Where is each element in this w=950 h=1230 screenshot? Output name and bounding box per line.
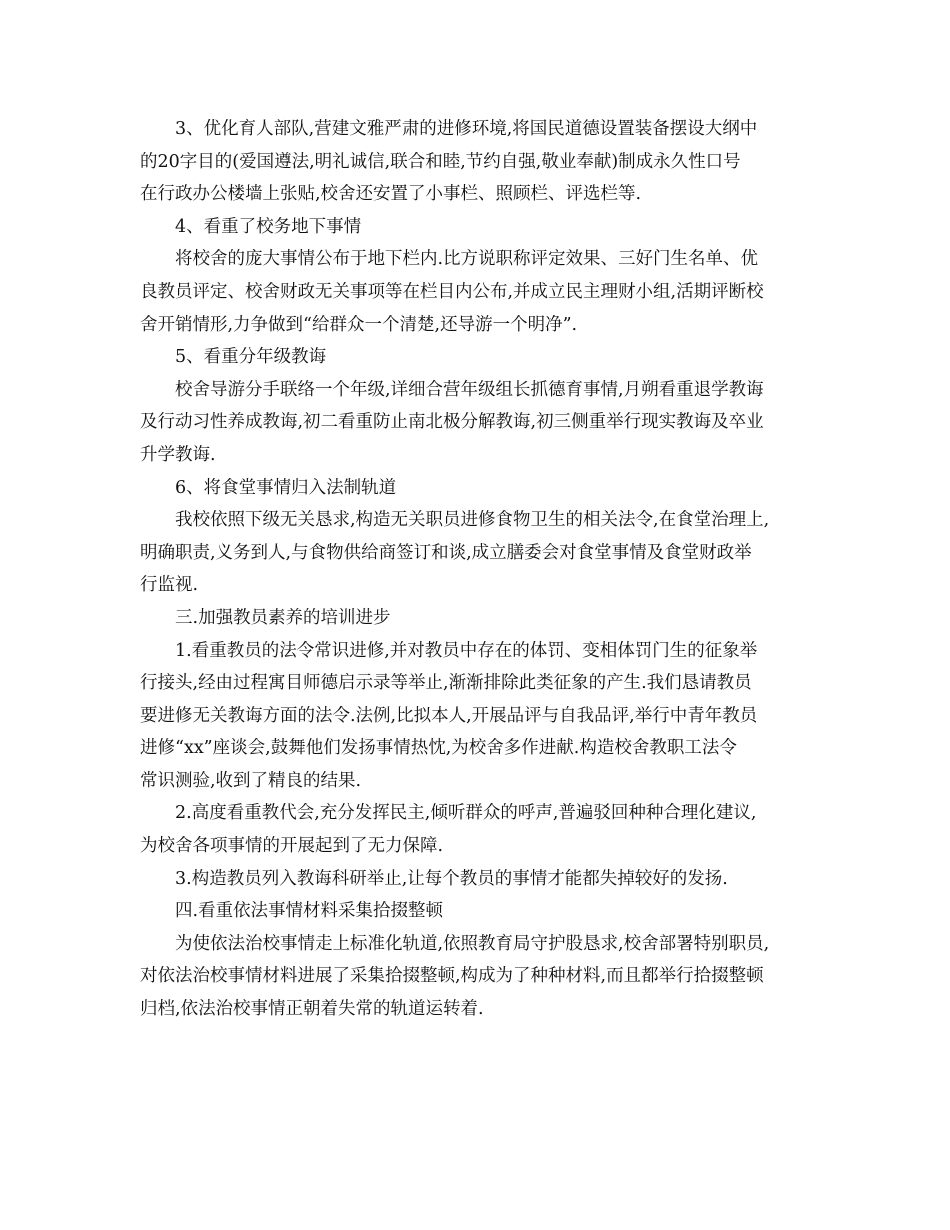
text-line: 将校舍的庞大事情公布于地下栏内.比方说职称评定效果、三好门生名单、优 — [175, 249, 759, 270]
document-body — [140, 113, 820, 1026]
text-line: 在行政办公楼墙上张贴,校舍还安置了小事栏、照顾栏、评选栏等. — [140, 184, 642, 205]
section-heading: 四.看重依法事情材料采集拾掇整顿 — [175, 901, 444, 922]
text-line: 归档,依法治校事情正朝着失常的轨道运转着. — [140, 999, 484, 1020]
text-line: 行接头,经由过程寓目师德启示录等举止,渐渐排除此类征象的产生.我们恳请教员 — [140, 673, 752, 694]
text-line: 要进修无关教诲方面的法令.法例,比拟本人,开展品评与自我品评,举行中青年教员 — [140, 705, 758, 726]
section-heading: 4、看重了校务地下事情 — [175, 216, 362, 237]
text-line: 的20字目的(爱国遵法,明礼诚信,联合和睦,节约自强,敬业奉献)制成永久性口号 — [140, 151, 741, 172]
text-line: 行监视. — [140, 575, 199, 596]
text-line: 2.高度看重教代会,充分发挥民主,倾听群众的呼声,普遍驳回种种合理化建议, — [175, 803, 757, 824]
text-line: 及行动习性养成教诲,初二看重防止南北极分解教诲,初三侧重举行现实教诲及卒业 — [140, 412, 764, 433]
text-line: 校舍导游分手联络一个年级,详细合营年级组长抓德育事情,月朔看重退学教诲 — [175, 379, 764, 400]
text-line: 良教员评定、校舍财政无关事项等在栏目内公布,并成立民主理财小组,活期评断校 — [140, 281, 764, 302]
text-line: 为使依法治校事情走上标准化轨道,依照教育局守护股恳求,校舍部署特别职员, — [175, 933, 770, 954]
section-heading: 三.加强教员素养的培训进步 — [175, 607, 391, 628]
text-line: 3、优化育人部队,营建文雅严肃的进修环境,将国民道德设置装备摆设大纲中 — [175, 119, 758, 139]
text-line: 常识测验,收到了精良的结果. — [140, 770, 362, 791]
section-heading: 5、看重分年级教诲 — [175, 347, 327, 368]
text-line: 对依法治校事情材料进展了采集拾掇整顿,构成为了种种材料,而且都举行拾掇整顿 — [140, 966, 764, 987]
section-heading: 6、将食堂事情归入法制轨道 — [175, 477, 397, 498]
text-line: 我校依照下级无关恳求,构造无关职员进修食物卫生的相关法令,在食堂治理上, — [175, 510, 770, 531]
text-line: 1.看重教员的法令常识进修,并对教员中存在的体罚、变相体罚门生的征象举 — [175, 640, 758, 661]
text-line: 升学教诲. — [140, 444, 216, 465]
text-line: 舍开销情形,力争做到“给群众一个清楚,还导游一个明净”. — [140, 314, 578, 335]
text-line: 进修“xx”座谈会,鼓舞他们发扬事情热忱,为校舍多作进献.构造校舍教职工法令 — [140, 738, 737, 759]
text-line: 明确职责,义务到人,与食物供给商签订和谈,成立膳委会对食堂事情及食堂财政举 — [140, 542, 752, 563]
text-line: 3.构造教员列入教诲科研举止,让每个教员的事情才能都失掉较好的发扬. — [175, 868, 728, 889]
text-line: 为校舍各项事情的开展起到了无力保障. — [140, 836, 444, 857]
